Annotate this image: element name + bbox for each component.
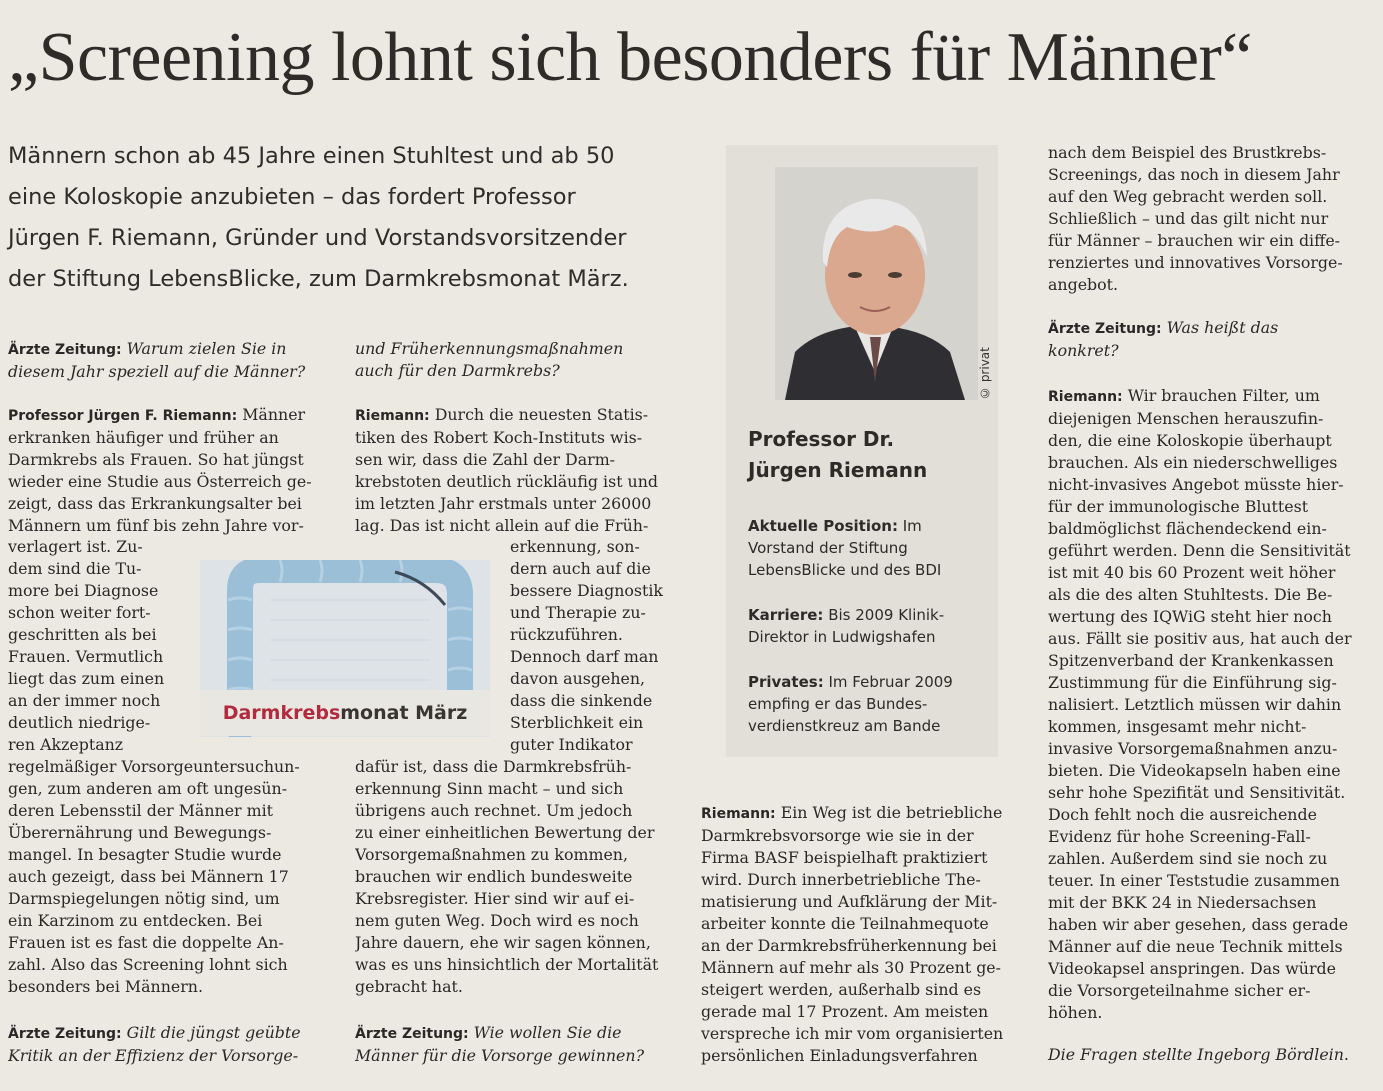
answer-line: aus. Fällt sie positiv aus, hat auch der bbox=[1048, 629, 1352, 648]
answer-line: an der Darmkrebsfrüherkennung bei bbox=[701, 936, 997, 955]
question-label: Ärzte Zeitung: bbox=[8, 1026, 122, 1042]
answer-line: lag. Das ist nicht allein auf die Früh- bbox=[355, 516, 649, 535]
answer-line: höhen. bbox=[1048, 1003, 1103, 1022]
answer-text: Ein Weg ist die betriebliche bbox=[780, 803, 1003, 822]
answer-line: und Therapie zu- bbox=[510, 603, 646, 622]
answer-line: nicht-invasives Angebot müsste hier- bbox=[1048, 475, 1344, 494]
speaker-label: Riemann: bbox=[701, 806, 776, 822]
answer-line: mangel. In besagter Studie wurde bbox=[8, 845, 282, 864]
answer-line: Evidenz für hohe Screening-Fall- bbox=[1048, 827, 1311, 846]
answer-line: Frauen ist es fast die doppelte An- bbox=[8, 933, 284, 952]
answer-line: Screenings, das noch in diesem Jahr bbox=[1048, 165, 1340, 184]
answer-line: Dennoch darf man bbox=[510, 647, 659, 666]
question-3 bbox=[8, 1022, 332, 1067]
answer-line: auf den Weg gebracht werden soll. bbox=[1048, 187, 1328, 206]
answer-line: brauchen. Als ein niederschwelliges bbox=[1048, 453, 1338, 472]
answer-line: mit der BKK 24 in Niedersachsen bbox=[1048, 893, 1317, 912]
answer-line: kommen, insgesamt mehr nicht- bbox=[1048, 717, 1307, 736]
speaker-label: Professor Jürgen F. Riemann: bbox=[8, 408, 238, 424]
answer-line: Zustimmung für die Einführung sig- bbox=[1048, 673, 1337, 692]
answer-line: an der immer noch bbox=[8, 691, 161, 710]
position-text: Vorstand der Stiftung bbox=[748, 539, 908, 557]
lead-line: der Stiftung LebensBlicke, zum Darmkrebsmonat März. bbox=[8, 266, 629, 292]
answer-1-narrow bbox=[8, 536, 176, 756]
answer-line: auch gezeigt, dass bei Männern 17 bbox=[8, 867, 289, 886]
answer-line: geschritten als bei bbox=[8, 625, 157, 644]
position-label: Aktuelle Position: bbox=[748, 517, 898, 535]
private-text: Im Februar 2009 bbox=[828, 673, 953, 691]
answer-line: deutlich niedrige- bbox=[8, 713, 151, 732]
answer-line: baldmöglichst flächendeckend ein- bbox=[1048, 519, 1327, 538]
answer-line: erkranken häufiger und früher an bbox=[8, 428, 279, 447]
answer-line: Darmspiegelungen nötig sind, um bbox=[8, 889, 280, 908]
private-text: verdienstkreuz am Bande bbox=[748, 717, 941, 735]
article-headline: „Screening lohnt sich besonders für Männer“ bbox=[8, 19, 1252, 96]
question-text: Männer für die Vorsorge gewinnen? bbox=[355, 1046, 645, 1065]
answer-line: dern auch auf die bbox=[510, 559, 651, 578]
answer-line: verspreche ich mir vom organisierten bbox=[701, 1024, 1004, 1043]
position-text: Im bbox=[902, 517, 922, 535]
answer-line: erkennung Sinn macht – und sich bbox=[355, 779, 624, 798]
caption-rest: monat März bbox=[340, 702, 468, 724]
question-text: konkret? bbox=[1048, 341, 1119, 360]
question-4 bbox=[355, 1022, 678, 1067]
answer-line: übrigens auch rechnet. Um jedoch bbox=[355, 801, 633, 820]
answer-line: zahlen. Außerdem sind sie noch zu bbox=[1048, 849, 1328, 868]
answer-line: den, die eine Koloskopie überhaupt bbox=[1048, 431, 1332, 450]
inset-caption bbox=[200, 690, 490, 736]
answer-line: Männern um fünf bis zehn Jahre vor- bbox=[8, 516, 304, 535]
question-text: und Früherkennungsmaßnahmen bbox=[355, 339, 624, 358]
question-label: Ärzte Zeitung: bbox=[355, 1026, 469, 1042]
answer-line: haben wir aber gesehen, dass gerade bbox=[1048, 915, 1349, 934]
answer-2 bbox=[355, 404, 678, 537]
answer-line: was es uns hinsichtlich der Mortalität bbox=[355, 955, 659, 974]
answer-2-rest bbox=[355, 756, 678, 998]
answer-line: steigert werden, außerhalb sind es bbox=[701, 980, 982, 999]
answer-line: diejenigen Menschen herauszufin- bbox=[1048, 409, 1324, 428]
answer-text: Durch die neuesten Statis- bbox=[434, 405, 649, 424]
position-text: LebensBlicke und des BDI bbox=[748, 561, 942, 579]
answer-line: Spitzenverband der Krankenkassen bbox=[1048, 651, 1334, 670]
answer-line: erkennung, son- bbox=[510, 537, 640, 556]
answer-line: sen wir, dass die Zahl der Darm- bbox=[355, 450, 616, 469]
answer-line: sehr hohe Spezifität und Sensitivität. bbox=[1048, 783, 1346, 802]
answer-1-rest bbox=[8, 756, 332, 998]
answer-line: nem guten Weg. Doch wird es noch bbox=[355, 911, 639, 930]
answer-line: gerade mal 17 Prozent. Am meisten bbox=[701, 1002, 989, 1021]
answer-line: die Vorsorgeteilnahme sicher er- bbox=[1048, 981, 1311, 1000]
answer-line: angebot. bbox=[1048, 275, 1119, 294]
answer-line: zeigt, dass das Erkrankungsalter bei bbox=[8, 494, 302, 513]
answer-line: Vorsorgemaßnahmen zu kommen, bbox=[355, 845, 628, 864]
answer-line: deren Lebensstil der Männer mit bbox=[8, 801, 273, 820]
career-text: Bis 2009 Klinik- bbox=[828, 606, 945, 624]
answer-5 bbox=[1048, 385, 1371, 1024]
answer-line: ein Karzinom zu entdecken. Bei bbox=[8, 911, 263, 930]
answer-line: verlagert ist. Zu- bbox=[8, 537, 143, 556]
answer-line: geführt werden. Denn die Sensitivität bbox=[1048, 541, 1351, 560]
answer-2-narrow bbox=[510, 536, 678, 756]
answer-line: renziertes und innovatives Vorsorge- bbox=[1048, 253, 1343, 272]
profile-name-line: Professor Dr. bbox=[748, 427, 895, 451]
answer-line: krebstoten deutlich rückläufig ist und bbox=[355, 472, 659, 491]
speaker-label: Riemann: bbox=[1048, 389, 1123, 405]
lead-line: eine Koloskopie anzubieten – das fordert Professor bbox=[8, 184, 576, 210]
answer-line: bessere Diagnostik bbox=[510, 581, 663, 600]
answer-line: gebracht hat. bbox=[355, 977, 463, 996]
answer-line: dem sind die Tu- bbox=[8, 559, 142, 578]
answer-line: nalisiert. Letztlich müssen wir dahin bbox=[1048, 695, 1342, 714]
question-text: Was heißt das bbox=[1166, 318, 1279, 337]
answer-text: Wir brauchen Filter, um bbox=[1127, 386, 1320, 405]
career-label: Karriere: bbox=[748, 606, 824, 624]
answer-line: besonders bei Männern. bbox=[8, 977, 203, 996]
answer-line: für Männer – brauchen wir ein diffe- bbox=[1048, 231, 1341, 250]
profile-name bbox=[748, 424, 988, 486]
answer-line: Sterblichkeit ein bbox=[510, 713, 644, 732]
speaker-label: Riemann: bbox=[355, 408, 430, 424]
question-5 bbox=[1048, 317, 1371, 362]
answer-line: tiken des Robert Koch-Instituts wis- bbox=[355, 428, 643, 447]
answer-line: Männer auf die neue Technik mittels bbox=[1048, 937, 1343, 956]
question-label: Ärzte Zeitung: bbox=[1048, 321, 1162, 337]
lead-line: Jürgen F. Riemann, Gründer und Vorstandsvorsitzender bbox=[8, 225, 627, 251]
article-lead bbox=[8, 136, 648, 300]
portrait-figure bbox=[775, 167, 978, 400]
answer-line: dass die sinkende bbox=[510, 691, 653, 710]
answer-line: Firma BASF beispielhaft praktiziert bbox=[701, 848, 988, 867]
answer-line: wertung des IQWiG steht hier noch bbox=[1048, 607, 1332, 626]
answer-line: nach dem Beispiel des Brustkrebs- bbox=[1048, 143, 1327, 162]
answer-line: Darmkrebsvorsorge wie sie in der bbox=[701, 826, 974, 845]
answer-line: Überernährung und Bewegungs- bbox=[8, 823, 272, 842]
profile-private bbox=[748, 671, 988, 737]
answer-line: ist mit 40 bis 60 Prozent weit höher bbox=[1048, 563, 1336, 582]
question-text: auch für den Darmkrebs? bbox=[355, 361, 560, 380]
answer-line: matisierung und Aufklärung der Mit- bbox=[701, 892, 998, 911]
answer-line: invasive Vorsorgemaßnahmen anzu- bbox=[1048, 739, 1338, 758]
question-text: Kritik an der Effizienz der Vorsorge- bbox=[8, 1046, 299, 1065]
answer-line: Schließlich – und das gilt nicht nur bbox=[1048, 209, 1329, 228]
answer-text: Männer bbox=[242, 405, 306, 424]
answer-line: guter Indikator bbox=[510, 735, 633, 754]
answer-line: wird. Durch innerbetriebliche The- bbox=[701, 870, 981, 889]
answer-line: für der immunologische Bluttest bbox=[1048, 497, 1309, 516]
answer-line: ren Akzeptanz bbox=[8, 735, 124, 754]
answer-4 bbox=[701, 802, 1024, 1067]
question-text: Warum zielen Sie in bbox=[126, 339, 287, 358]
question-label: Ärzte Zeitung: bbox=[8, 342, 122, 358]
answer-line: als die des alten Stuhltests. Die Be- bbox=[1048, 585, 1333, 604]
article-byline: Die Fragen stellte Ingeborg Bördlein. bbox=[1048, 1045, 1349, 1064]
answer-line: dafür ist, dass die Darmkrebsfrüh- bbox=[355, 757, 632, 776]
answer-line: Krebsregister. Hier sind wir auf ei- bbox=[355, 889, 635, 908]
answer-line: arbeiter konnte die Teilnahmequote bbox=[701, 914, 989, 933]
question-1-cont bbox=[355, 338, 675, 382]
answer-line: persönlichen Einladungsverfahren bbox=[701, 1046, 978, 1065]
answer-line: more bei Diagnose bbox=[8, 581, 159, 600]
answer-line: rückzuführen. bbox=[510, 625, 623, 644]
question-1 bbox=[8, 338, 328, 383]
question-text: diesem Jahr speziell auf die Männer? bbox=[8, 362, 306, 381]
answer-line: liegt das zum einen bbox=[8, 669, 165, 688]
answer-line: schon weiter fort- bbox=[8, 603, 151, 622]
profile-name-line: Jürgen Riemann bbox=[748, 458, 928, 482]
profile-career bbox=[748, 604, 988, 648]
answer-line: brauchen wir endlich bundesweite bbox=[355, 867, 633, 886]
question-text: Wie wollen Sie die bbox=[473, 1023, 622, 1042]
answer-line: Doch fehlt noch die ausreichende bbox=[1048, 805, 1317, 824]
career-text: Direktor in Ludwigshafen bbox=[748, 628, 936, 646]
answer-line: teuer. In einer Teststudie zusammen bbox=[1048, 871, 1340, 890]
answer-line: wieder eine Studie aus Österreich ge- bbox=[8, 472, 312, 491]
answer-line: gen, zum anderen am oft ungesün- bbox=[8, 779, 288, 798]
answer-line: Videokapsel anspringen. Das würde bbox=[1048, 959, 1336, 978]
profile-position bbox=[748, 515, 988, 581]
private-label: Privates: bbox=[748, 673, 824, 691]
answer-line: zu einer einheitlichen Bewertung der bbox=[355, 823, 655, 842]
answer-1 bbox=[8, 404, 332, 537]
lead-line: Männern schon ab 45 Jahre einen Stuhltest und ab 50 bbox=[8, 143, 615, 169]
question-text: Gilt die jüngst geübte bbox=[126, 1023, 301, 1042]
caption-highlight: Darmkrebs bbox=[222, 702, 341, 724]
answer-line: zahl. Also das Screening lohnt sich bbox=[8, 955, 288, 974]
answer-line: Männern auf mehr als 30 Prozent ge- bbox=[701, 958, 1001, 977]
answer-line: Frauen. Vermutlich bbox=[8, 647, 164, 666]
photo-credit: © privat bbox=[978, 347, 992, 400]
answer-line: Jahre dauern, ehe wir sagen können, bbox=[355, 933, 651, 952]
private-text: empfing er das Bundes- bbox=[748, 695, 928, 713]
answer-line: davon ausgehen, bbox=[510, 669, 646, 688]
answer-line: bieten. Die Videokapseln haben eine bbox=[1048, 761, 1341, 780]
answer-4-cont bbox=[1048, 142, 1371, 296]
portrait-photo bbox=[775, 167, 978, 400]
answer-line: Darmkrebs als Frauen. So hat jüngst bbox=[8, 450, 304, 469]
answer-line: regelmäßiger Vorsorgeuntersuchun- bbox=[8, 757, 300, 776]
answer-line: im letzten Jahr erstmals unter 26000 bbox=[355, 494, 652, 513]
